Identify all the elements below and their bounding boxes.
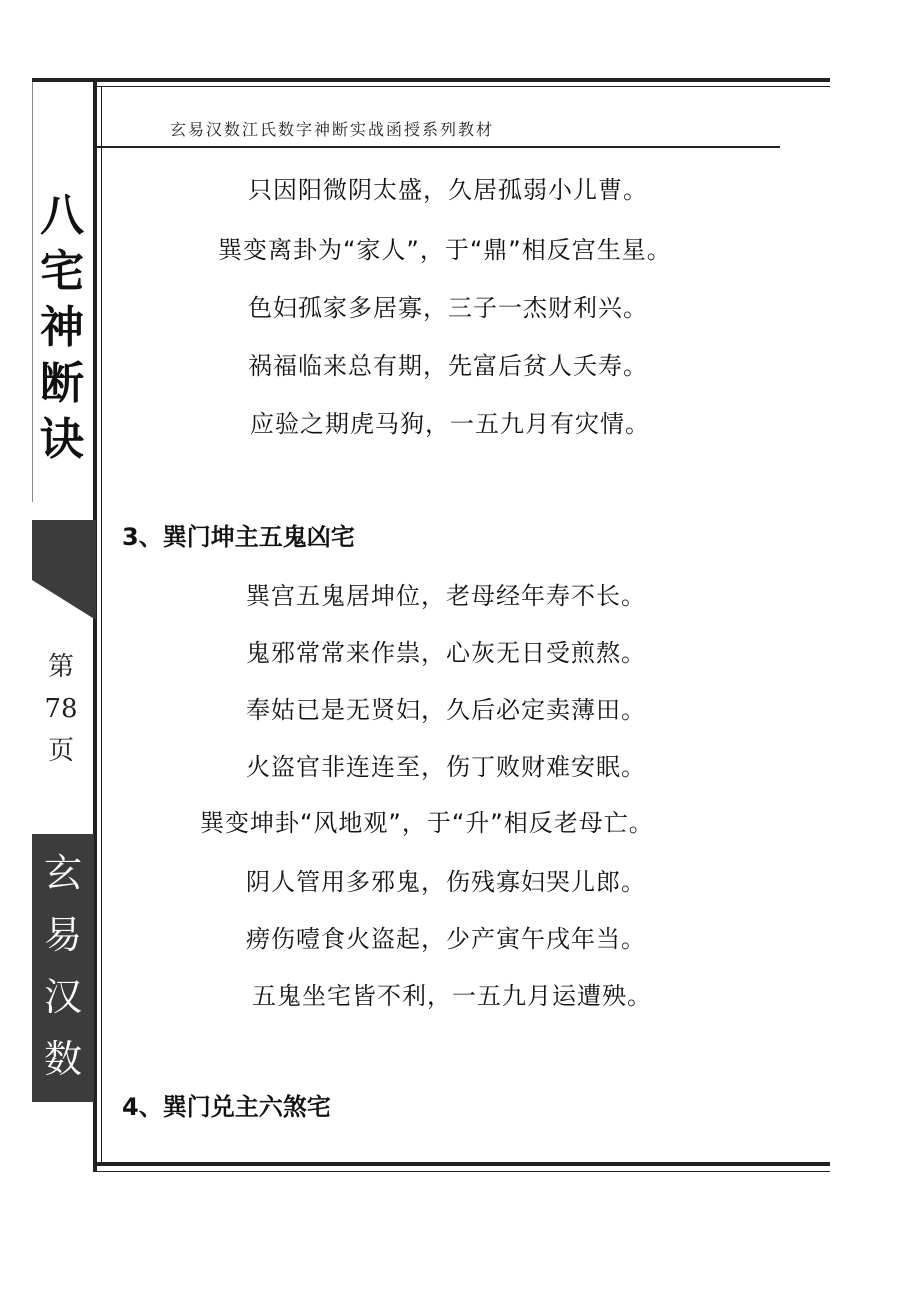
book-title-char: 八 <box>40 190 84 241</box>
side-wedge <box>32 520 96 620</box>
page-number <box>32 646 90 772</box>
book-title-char: 断 <box>40 358 84 409</box>
verse-line: 火盗官非连连至，伤丁败财难安眠。 <box>246 753 646 781</box>
verse-line: 色妇孤家多居寡，三子一杰财利兴。 <box>248 294 648 322</box>
verse-line: 只因阳微阴太盛，久居孤弱小儿曹。 <box>248 176 648 204</box>
bottom-border-thick <box>96 1162 830 1166</box>
brand-block <box>32 834 94 1102</box>
verse-line: 巽变坤卦“风地观”，于“升”相反老母亡。 <box>200 809 654 837</box>
left-border-thin <box>101 86 102 1166</box>
section-heading: 4、巽门兑主六煞宅 <box>122 1093 331 1121</box>
top-border-thick <box>32 78 830 82</box>
verse-line: 五鬼坐宅皆不利，一五九月运遭殃。 <box>252 982 652 1010</box>
book-title-vertical <box>38 188 86 468</box>
verse-line: 应验之期虎马狗，一五九月有灾情。 <box>250 410 650 438</box>
page-suffix: 页 <box>47 736 74 766</box>
verse-line: 祸福临来总有期，先富后贫人夭寿。 <box>248 352 648 380</box>
bottom-border-thin <box>96 1171 830 1172</box>
page-prefix: 第 <box>47 652 74 682</box>
book-title-char: 宅 <box>40 246 84 297</box>
verse-line: 痨伤噎食火盗起，少产寅午戌年当。 <box>246 925 646 953</box>
verse-line: 奉姑已是无贤妇，久后必定卖薄田。 <box>246 696 646 724</box>
header-underline <box>96 146 780 148</box>
verse-line: 鬼邪常常来作祟，心灰无日受煎熬。 <box>246 639 646 667</box>
page-value: 78 <box>44 694 78 724</box>
brand-char: 玄 <box>43 851 82 895</box>
verse-line: 巽宫五鬼居坤位，老母经年寿不长。 <box>246 582 646 610</box>
section-heading: 3、巽门坤主五鬼凶宅 <box>122 523 355 551</box>
verse-line: 巽变离卦为“家人”，于“鼎”相反宫生星。 <box>218 236 672 264</box>
brand-char: 数 <box>43 1037 82 1081</box>
brand-char: 易 <box>43 913 82 957</box>
series-title: 玄易汉数江氏数字神断实战函授系列教材 <box>170 120 495 139</box>
side-rule <box>32 82 33 502</box>
brand-char: 汉 <box>43 975 82 1019</box>
verse-line: 阴人管用多邪鬼，伤残寡妇哭儿郎。 <box>246 868 646 896</box>
book-title-char: 神 <box>40 302 84 353</box>
book-title-char: 诀 <box>40 414 84 465</box>
top-border-thin <box>96 86 830 87</box>
